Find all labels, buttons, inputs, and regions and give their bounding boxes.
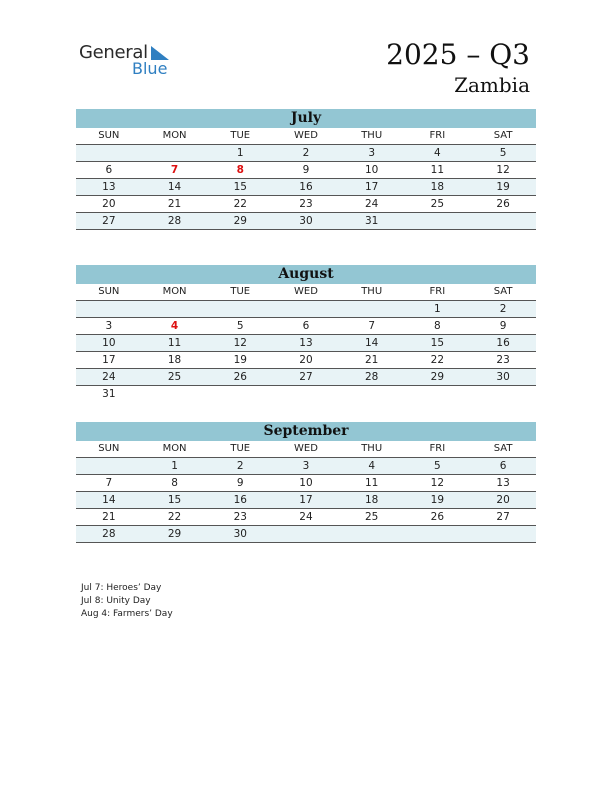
month-calendar <box>76 422 536 543</box>
day-cell: 3 <box>339 145 405 162</box>
day-cell: 9 <box>470 318 536 335</box>
day-cell: 7 <box>76 475 142 492</box>
week-row <box>76 369 536 386</box>
month-title: September <box>76 422 536 441</box>
day-cell: 22 <box>142 509 208 526</box>
day-cell: 11 <box>142 335 208 352</box>
day-cell: 8 <box>207 162 273 179</box>
weekday-header: SUN <box>76 284 142 301</box>
day-cell: 9 <box>207 475 273 492</box>
logo <box>79 42 189 82</box>
holiday-notes <box>81 582 173 621</box>
day-cell: 18 <box>142 352 208 369</box>
day-cell: 10 <box>339 162 405 179</box>
day-cell: 18 <box>339 492 405 509</box>
day-cell: 1 <box>142 458 208 475</box>
weekday-header: SAT <box>470 284 536 301</box>
month-grid <box>76 128 536 230</box>
day-cell: 12 <box>470 162 536 179</box>
week-row <box>76 526 536 543</box>
weekday-header: FRI <box>405 284 471 301</box>
day-cell: 31 <box>339 213 405 230</box>
day-cell <box>207 301 273 318</box>
day-cell: 13 <box>76 179 142 196</box>
day-cell <box>142 145 208 162</box>
week-row <box>76 352 536 369</box>
day-cell: 8 <box>142 475 208 492</box>
month-calendar <box>76 109 536 230</box>
day-cell: 21 <box>142 196 208 213</box>
weekday-header: WED <box>273 441 339 458</box>
day-cell: 3 <box>76 318 142 335</box>
day-cell: 19 <box>470 179 536 196</box>
day-cell: 12 <box>207 335 273 352</box>
weekday-header: THU <box>339 284 405 301</box>
weekday-header: SUN <box>76 441 142 458</box>
day-cell: 12 <box>405 475 471 492</box>
week-row <box>76 318 536 335</box>
day-cell: 28 <box>76 526 142 543</box>
day-cell: 8 <box>405 318 471 335</box>
day-cell: 2 <box>273 145 339 162</box>
day-cell: 25 <box>339 509 405 526</box>
month-grid <box>76 441 536 543</box>
day-cell: 30 <box>207 526 273 543</box>
day-cell <box>273 386 339 403</box>
weekday-header: FRI <box>405 441 471 458</box>
day-cell: 14 <box>76 492 142 509</box>
month-title: August <box>76 265 536 284</box>
week-row <box>76 492 536 509</box>
day-cell: 13 <box>273 335 339 352</box>
day-cell: 7 <box>339 318 405 335</box>
day-cell: 16 <box>273 179 339 196</box>
day-cell: 24 <box>273 509 339 526</box>
day-cell: 31 <box>102 388 116 400</box>
day-cell: 18 <box>405 179 471 196</box>
holiday-note: Jul 8: Unity Day <box>81 596 151 606</box>
weekday-header: SAT <box>470 441 536 458</box>
day-cell <box>76 458 142 475</box>
weekday-header: WED <box>273 284 339 301</box>
week-row <box>76 475 536 492</box>
day-cell: 20 <box>273 352 339 369</box>
day-cell: 23 <box>207 509 273 526</box>
day-cell: 2 <box>207 458 273 475</box>
day-cell: 17 <box>76 352 142 369</box>
day-cell: 26 <box>207 369 273 386</box>
day-cell: 13 <box>470 475 536 492</box>
day-cell: 22 <box>405 352 471 369</box>
weekday-header: TUE <box>207 284 273 301</box>
weekday-header: MON <box>142 441 208 458</box>
day-cell: 21 <box>339 352 405 369</box>
day-cell <box>273 526 339 543</box>
day-cell: 6 <box>273 318 339 335</box>
day-cell <box>76 301 142 318</box>
day-cell: 20 <box>470 492 536 509</box>
day-cell: 4 <box>339 458 405 475</box>
day-cell: 16 <box>207 492 273 509</box>
week-row <box>76 162 536 179</box>
page-title: 2025 – Q3 <box>386 38 530 71</box>
day-cell: 7 <box>142 162 208 179</box>
day-cell: 4 <box>405 145 471 162</box>
week-row <box>76 335 536 352</box>
day-cell <box>339 386 405 403</box>
day-cell <box>470 386 536 403</box>
day-cell: 23 <box>273 196 339 213</box>
day-cell: 20 <box>76 196 142 213</box>
logo-blue: Blue <box>132 59 168 78</box>
country-name: Zambia <box>454 73 530 97</box>
week-row <box>76 213 536 230</box>
logo-general: General <box>79 42 148 63</box>
weekday-header: SUN <box>76 128 142 145</box>
day-cell: 24 <box>339 196 405 213</box>
day-cell: 25 <box>405 196 471 213</box>
weekday-header: WED <box>273 128 339 145</box>
day-cell: 27 <box>76 213 142 230</box>
weekday-header: FRI <box>405 128 471 145</box>
day-cell: 29 <box>207 213 273 230</box>
day-cell: 6 <box>470 458 536 475</box>
day-cell: 15 <box>207 179 273 196</box>
day-cell <box>405 386 471 403</box>
week-row <box>76 145 536 162</box>
day-cell <box>142 301 208 318</box>
day-cell: 14 <box>142 179 208 196</box>
weekday-header: SAT <box>470 128 536 145</box>
weekday-header: THU <box>339 441 405 458</box>
day-cell: 11 <box>405 162 471 179</box>
day-cell <box>76 145 142 162</box>
month-grid <box>76 284 536 402</box>
day-cell: 4 <box>142 318 208 335</box>
day-cell: 28 <box>339 369 405 386</box>
weekday-header: MON <box>142 128 208 145</box>
day-cell <box>405 213 471 230</box>
day-cell <box>470 213 536 230</box>
day-cell <box>405 526 471 543</box>
day-cell: 30 <box>470 369 536 386</box>
day-cell: 3 <box>273 458 339 475</box>
day-cell <box>339 526 405 543</box>
day-cell: 2 <box>470 301 536 318</box>
week-row <box>76 458 536 475</box>
day-cell: 5 <box>470 145 536 162</box>
day-cell: 23 <box>470 352 536 369</box>
day-cell: 17 <box>339 179 405 196</box>
day-cell: 25 <box>142 369 208 386</box>
day-cell: 5 <box>405 458 471 475</box>
week-row <box>76 386 536 403</box>
weekday-header: TUE <box>207 128 273 145</box>
day-cell: 29 <box>142 526 208 543</box>
weekday-header: THU <box>339 128 405 145</box>
week-row <box>76 179 536 196</box>
day-cell: 1 <box>405 301 471 318</box>
day-cell: 24 <box>76 369 142 386</box>
day-cell <box>273 301 339 318</box>
week-row <box>76 509 536 526</box>
weekday-header: MON <box>142 284 208 301</box>
day-cell: 26 <box>470 196 536 213</box>
day-cell: 14 <box>339 335 405 352</box>
holiday-note: Jul 7: Heroes’ Day <box>81 583 162 593</box>
day-cell: 28 <box>142 213 208 230</box>
month-calendar <box>76 265 536 402</box>
day-cell <box>207 386 273 403</box>
month-title: July <box>76 109 536 128</box>
week-row <box>76 196 536 213</box>
day-cell: 16 <box>470 335 536 352</box>
day-cell: 10 <box>76 335 142 352</box>
day-cell: 17 <box>273 492 339 509</box>
day-cell: 21 <box>76 509 142 526</box>
day-cell: 22 <box>207 196 273 213</box>
day-cell: 29 <box>405 369 471 386</box>
day-cell: 19 <box>405 492 471 509</box>
day-cell <box>142 386 208 403</box>
holiday-note: Aug 4: Farmers’ Day <box>81 609 173 619</box>
day-cell: 5 <box>207 318 273 335</box>
weekday-header: TUE <box>207 441 273 458</box>
day-cell <box>470 526 536 543</box>
day-cell: 27 <box>273 369 339 386</box>
day-cell: 9 <box>273 162 339 179</box>
day-cell: 10 <box>273 475 339 492</box>
day-cell: 1 <box>207 145 273 162</box>
day-cell: 27 <box>470 509 536 526</box>
day-cell: 15 <box>142 492 208 509</box>
day-cell: 6 <box>76 162 142 179</box>
day-cell: 26 <box>405 509 471 526</box>
week-row <box>76 301 536 318</box>
day-cell: 15 <box>405 335 471 352</box>
day-cell <box>339 301 405 318</box>
day-cell: 19 <box>207 352 273 369</box>
day-cell: 30 <box>273 213 339 230</box>
day-cell: 11 <box>339 475 405 492</box>
